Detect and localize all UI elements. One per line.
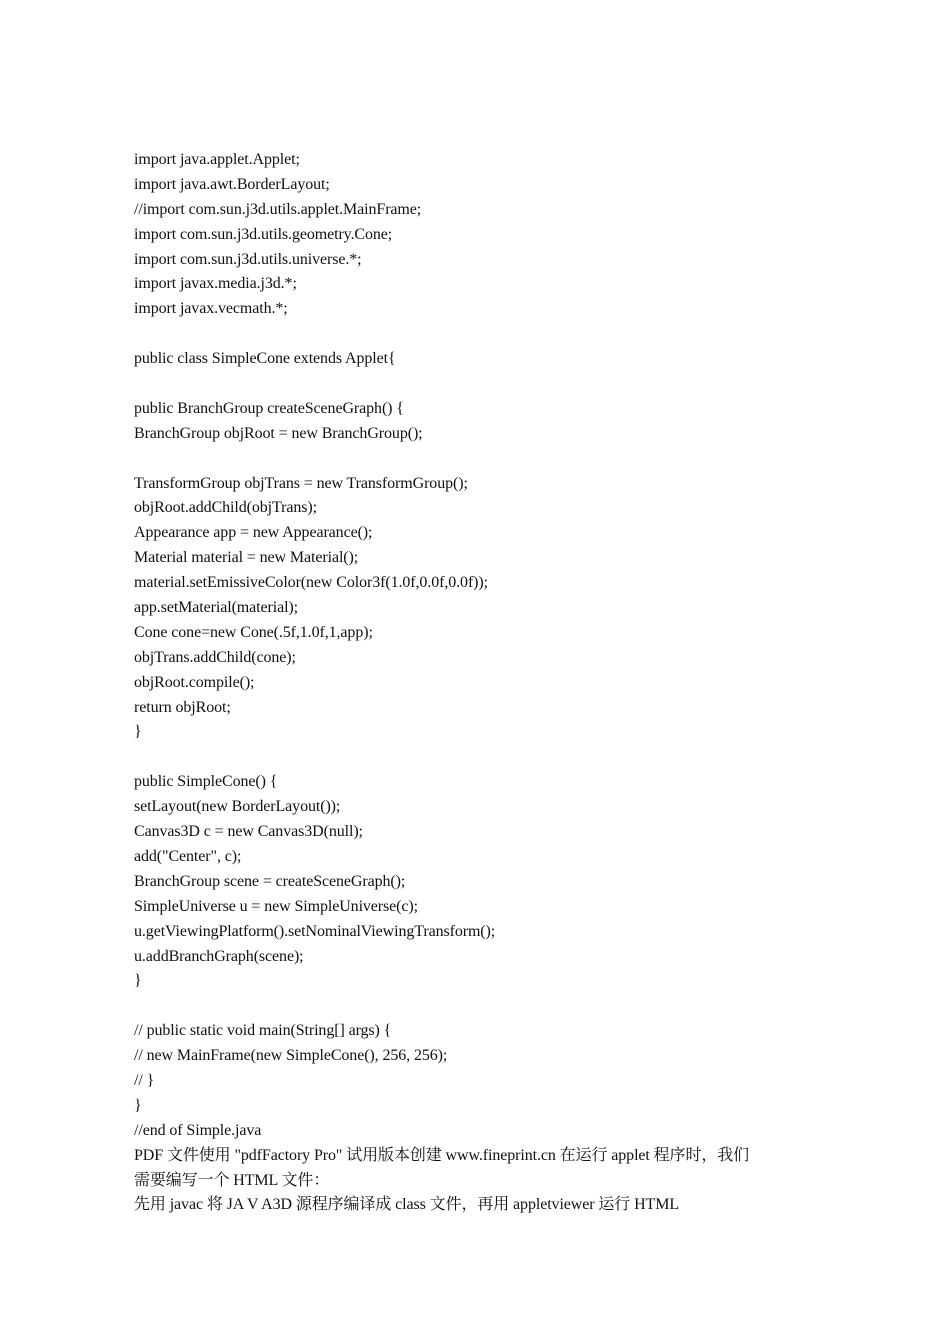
text-line: objRoot.addChild(objTrans);: [134, 499, 317, 517]
text-line: }: [134, 723, 142, 741]
text-line: // new MainFrame(new SimpleCone(), 256, 256);: [134, 1047, 448, 1065]
text-line: SimpleUniverse u = new SimpleUniverse(c);: [134, 897, 418, 915]
text-line: import com.sun.j3d.utils.universe.*;: [134, 250, 362, 268]
blank-line: [134, 322, 834, 347]
text-line: TransformGroup objTrans = new TransformGroup();: [134, 474, 468, 492]
text-line: material.setEmissiveColor(new Color3f(1.0f,0.0f,0.0f));: [134, 574, 488, 592]
text-line: //end of Simple.java: [134, 1121, 262, 1139]
text-line: }: [134, 1096, 142, 1114]
text-line: // }: [134, 1071, 155, 1089]
text-line: }: [134, 972, 142, 990]
text-line: objTrans.addChild(cone);: [134, 648, 296, 666]
text-line: u.addBranchGraph(scene);: [134, 947, 304, 965]
blank-line: [134, 745, 834, 770]
text-line: u.getViewingPlatform().setNominalViewingTransform();: [134, 922, 496, 940]
text-line: public class SimpleCone extends Applet{: [134, 350, 396, 368]
blank-line: [134, 372, 834, 397]
text-line: BranchGroup scene = createSceneGraph();: [134, 872, 406, 890]
text-line: import javax.vecmath.*;: [134, 300, 288, 318]
text-line: BranchGroup objRoot = new BranchGroup();: [134, 424, 423, 442]
text-line: public SimpleCone() {: [134, 773, 278, 791]
text-line: 需要编写一个 HTML 文件：: [134, 1171, 330, 1189]
text-line: PDF 文件使用 "pdfFactory Pro" 试用版本创建 www.fineprint.cn 在运行 applet 程序时，我们: [134, 1146, 750, 1164]
text-line: // public static void main(String[] args) {: [134, 1022, 392, 1040]
text-line: Cone cone=new Cone(.5f,1.0f,1,app);: [134, 623, 373, 641]
text-line: objRoot.compile();: [134, 673, 255, 691]
text-line: public BranchGroup createSceneGraph() {: [134, 399, 404, 417]
text-line: import javax.media.j3d.*;: [134, 275, 297, 293]
text-line: return objRoot;: [134, 698, 231, 716]
text-line: add("Center", c);: [134, 847, 242, 865]
text-line: Appearance app = new Appearance();: [134, 524, 373, 542]
text-line: //import com.sun.j3d.utils.applet.MainFrame;: [134, 200, 422, 218]
blank-line: [134, 994, 834, 1019]
blank-line: [134, 447, 834, 472]
text-line: Material material = new Material();: [134, 549, 359, 567]
document-body: [134, 148, 834, 1218]
text-line: app.setMaterial(material);: [134, 599, 298, 617]
text-line: 先用 javac 将 JA V A3D 源程序编译成 class 文件，再用 appletviewer 运行 HTML: [134, 1196, 680, 1214]
text-line: import com.sun.j3d.utils.geometry.Cone;: [134, 225, 393, 243]
text-line: Canvas3D c = new Canvas3D(null);: [134, 823, 363, 841]
text-line: import java.applet.Applet;: [134, 151, 300, 168]
text-line: import java.awt.BorderLayout;: [134, 175, 330, 193]
text-line: setLayout(new BorderLayout());: [134, 798, 341, 816]
